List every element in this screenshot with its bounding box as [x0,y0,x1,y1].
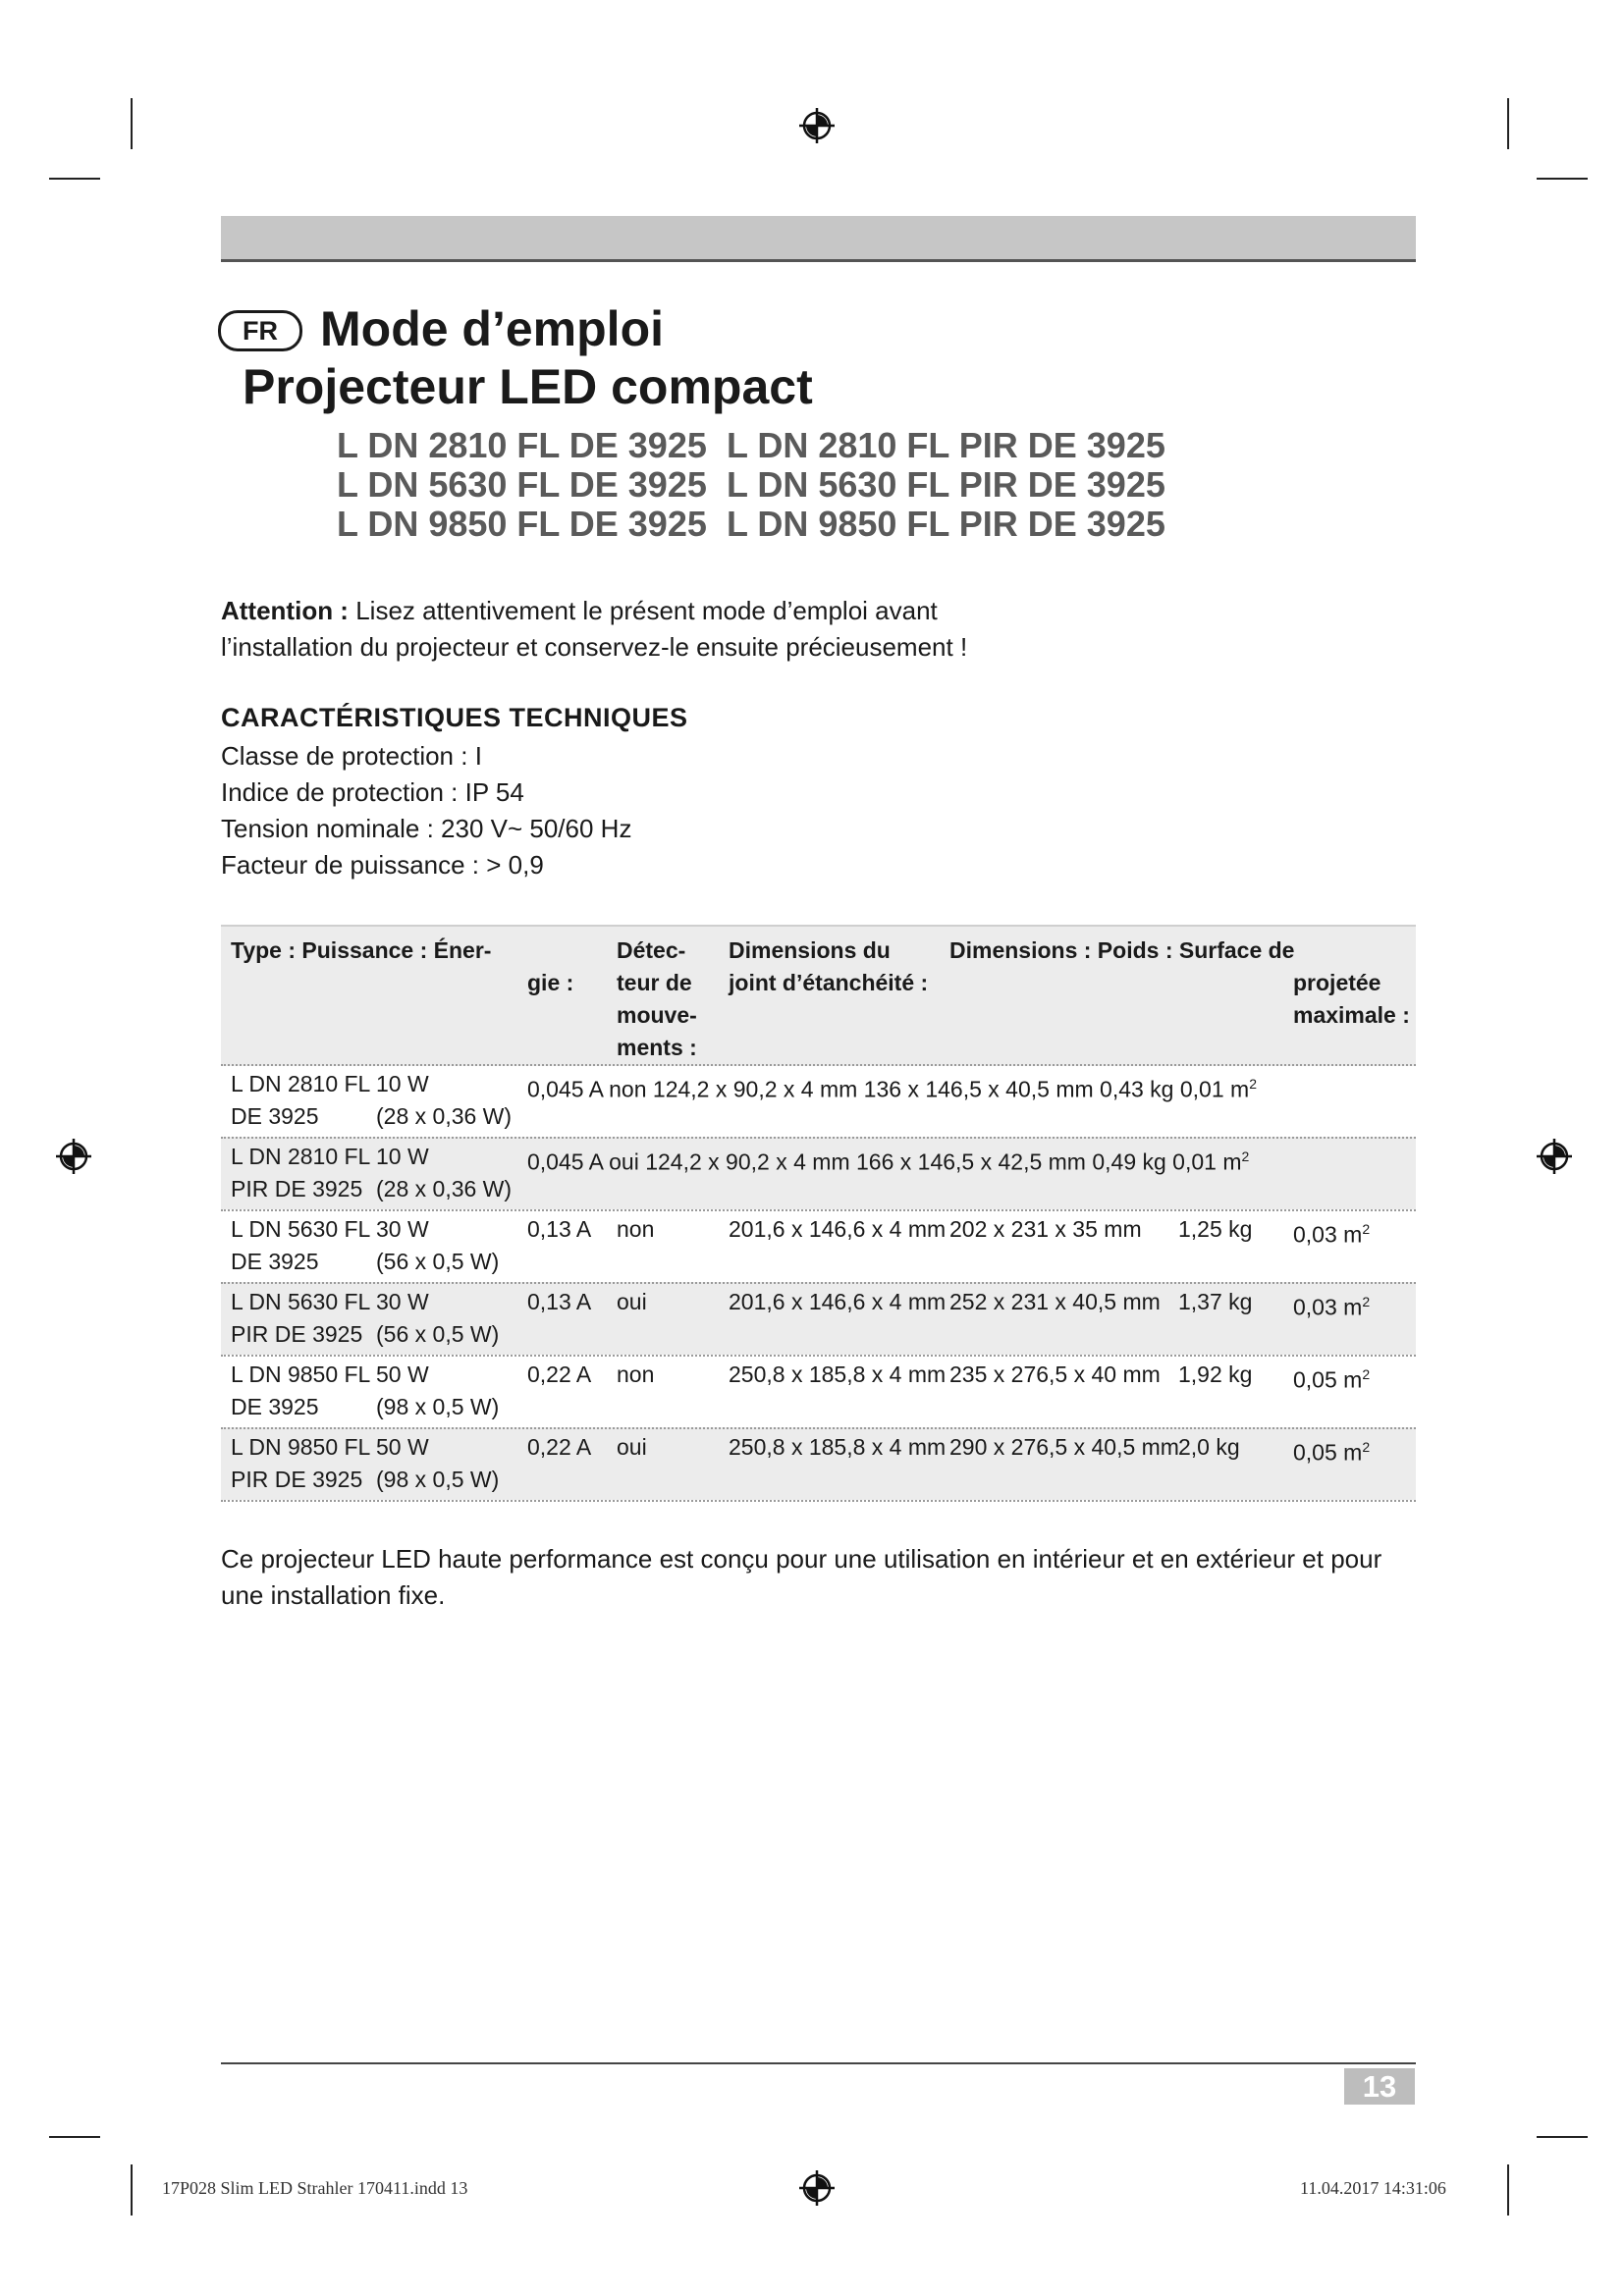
power-cell: (56 x 0,5 W) [376,1321,500,1347]
table-row [221,1137,1416,1209]
seal-cell: 250,8 x 185,8 x 4 mm [729,1362,947,1387]
power-cell: (98 x 0,5 W) [376,1467,500,1492]
spec-item: Facteur de puissance : > 0,9 [221,850,544,880]
power-cell: 10 W [376,1144,429,1169]
header-cell: maximale : [1293,1002,1410,1028]
weight-cell: 1,25 kg [1178,1216,1253,1242]
header-cell: Détec- [617,937,686,963]
table-row [221,1427,1416,1500]
language-badge: FR [218,310,302,351]
merged-text: 0,045 A oui 124,2 x 90,2 x 4 mm 166 x 146,5 x 42,5 mm 0,49 kg 0,01 m [527,1148,1242,1175]
type-cell: L DN 2810 FL [231,1144,371,1169]
table-row [221,1209,1416,1282]
area-cell [1293,1359,1370,1397]
energy-cell: 0,22 A [527,1362,592,1387]
header-cell: projetée [1293,970,1381,995]
model-row [337,426,1165,465]
header-bar [221,216,1416,262]
area-text: 0,05 m [1293,1366,1363,1393]
power-cell: (98 x 0,5 W) [376,1394,500,1419]
superscript: 2 [1362,1221,1371,1237]
footer-rule [221,2062,1416,2064]
type-cell: DE 3925 [231,1394,319,1419]
dimensions-cell: 290 x 276,5 x 40,5 mm [949,1434,1179,1460]
crop-mark [1537,2136,1588,2138]
model-name: L DN 9850 FL PIR DE 3925 [727,504,1165,544]
weight-cell: 1,37 kg [1178,1289,1253,1314]
area-cell [1293,1213,1370,1252]
seal-cell: 201,6 x 146,6 x 4 mm [729,1289,947,1314]
power-cell: 30 W [376,1289,429,1314]
power-cell: (28 x 0,36 W) [376,1103,513,1129]
superscript: 2 [1241,1148,1250,1164]
dimensions-cell: 252 x 231 x 40,5 mm [949,1289,1161,1314]
registration-mark-icon [1535,1137,1574,1176]
detector-cell: oui [617,1434,647,1460]
type-cell: PIR DE 3925 [231,1467,363,1492]
area-text: 0,03 m [1293,1294,1363,1320]
table-row [221,1355,1416,1427]
model-row [337,465,1165,505]
crop-mark [1507,98,1509,149]
type-cell: PIR DE 3925 [231,1321,363,1347]
model-name: L DN 5630 FL PIR DE 3925 [727,464,1165,505]
model-name: L DN 2810 FL PIR DE 3925 [727,425,1165,465]
model-name: L DN 9850 FL DE 3925 [337,504,707,544]
energy-cell: 0,13 A [527,1289,592,1314]
area-text: 0,05 m [1293,1439,1363,1466]
superscript: 2 [1362,1439,1371,1455]
attention-text: l’installation du projecteur et conservez-le ensuite précieusement ! [221,632,968,662]
power-cell: 10 W [376,1071,429,1096]
registration-mark-icon [797,106,837,145]
seal-cell: 250,8 x 185,8 x 4 mm [729,1434,947,1460]
power-cell: (28 x 0,36 W) [376,1176,513,1201]
dimensions-cell: 202 x 231 x 35 mm [949,1216,1142,1242]
seal-cell: 201,6 x 146,6 x 4 mm [729,1216,947,1242]
detector-cell: non [617,1216,655,1242]
attention-label: Attention : [221,596,349,625]
type-cell: DE 3925 [231,1103,319,1129]
title-line-1: Mode d’emploi [320,301,664,356]
superscript: 2 [1249,1076,1257,1092]
detector-cell: non [617,1362,655,1387]
header-cell: gie : [527,970,574,995]
registration-mark-icon [797,2168,837,2208]
crop-mark [131,2164,133,2216]
weight-cell: 1,92 kg [1178,1362,1253,1387]
header-cell: ments : [617,1035,697,1060]
page-title [218,299,664,358]
spec-item: Tension nominale : 230 V~ 50/60 Hz [221,814,632,843]
table-header [221,925,1416,1066]
type-cell: DE 3925 [231,1249,319,1274]
power-cell: 30 W [376,1216,429,1242]
type-cell: PIR DE 3925 [231,1176,363,1201]
crop-mark [131,98,133,149]
print-slug-date: 11.04.2017 14:31:06 [1300,2178,1446,2198]
header-cell: mouve- [617,1002,697,1028]
area-cell [1293,1431,1370,1469]
attention-notice [221,593,967,666]
print-slug-file: 17P028 Slim LED Strahler 170411.indd 13 [162,2178,468,2198]
product-title: Projecteur LED compact [243,359,813,414]
table-row [221,1282,1416,1355]
power-cell: 50 W [376,1362,429,1387]
power-cell: (56 x 0,5 W) [376,1249,500,1274]
crop-mark [1507,2164,1509,2216]
header-cell: joint d’étanchéité : [729,970,929,995]
model-name: L DN 2810 FL DE 3925 [337,425,707,465]
section-heading: CARACTÉRISTIQUES TECHNIQUES [221,703,688,732]
type-cell: L DN 9850 FL [231,1434,371,1460]
merged-cell [527,1068,1257,1106]
description-paragraph: Ce projecteur LED haute performance est conçu pour une utilisation en intérieur et en extérieur et pour une installation fixe. [221,1544,1382,1610]
power-cell: 50 W [376,1434,429,1460]
type-cell: L DN 9850 FL [231,1362,371,1387]
spec-item: Classe de protection : I [221,741,482,771]
model-list [337,426,1165,544]
detector-cell: oui [617,1289,647,1314]
type-cell: L DN 2810 FL [231,1071,371,1096]
page-number: 13 [1344,2068,1415,2105]
header-cell: teur de [617,970,692,995]
spec-list [221,738,631,883]
model-name: L DN 5630 FL DE 3925 [337,464,707,505]
area-text: 0,03 m [1293,1221,1363,1248]
type-cell: L DN 5630 FL [231,1216,371,1242]
crop-mark [49,178,100,180]
merged-text: 0,045 A non 124,2 x 90,2 x 4 mm 136 x 146,5 x 40,5 mm 0,43 kg 0,01 m [527,1076,1250,1102]
weight-cell: 2,0 kg [1178,1434,1240,1460]
area-cell [1293,1286,1370,1324]
superscript: 2 [1362,1366,1371,1382]
spec-item: Indice de protection : IP 54 [221,777,524,807]
merged-cell [527,1141,1249,1179]
superscript: 2 [1362,1294,1371,1309]
attention-text: Lisez attentivement le présent mode d’emploi avant [355,596,938,625]
table-row [221,1064,1416,1137]
model-row [337,505,1165,544]
energy-cell: 0,22 A [527,1434,592,1460]
header-cell: Type : Puissance : Éner- [231,937,492,963]
header-cell: Dimensions : Poids : Surface de [949,937,1295,963]
table-bottom-rule [221,1500,1416,1502]
crop-mark [1537,178,1588,180]
type-cell: L DN 5630 FL [231,1289,371,1314]
dimensions-cell: 235 x 276,5 x 40 mm [949,1362,1161,1387]
energy-cell: 0,13 A [527,1216,592,1242]
registration-mark-icon [54,1137,93,1176]
header-cell: Dimensions du [729,937,891,963]
crop-mark [49,2136,100,2138]
